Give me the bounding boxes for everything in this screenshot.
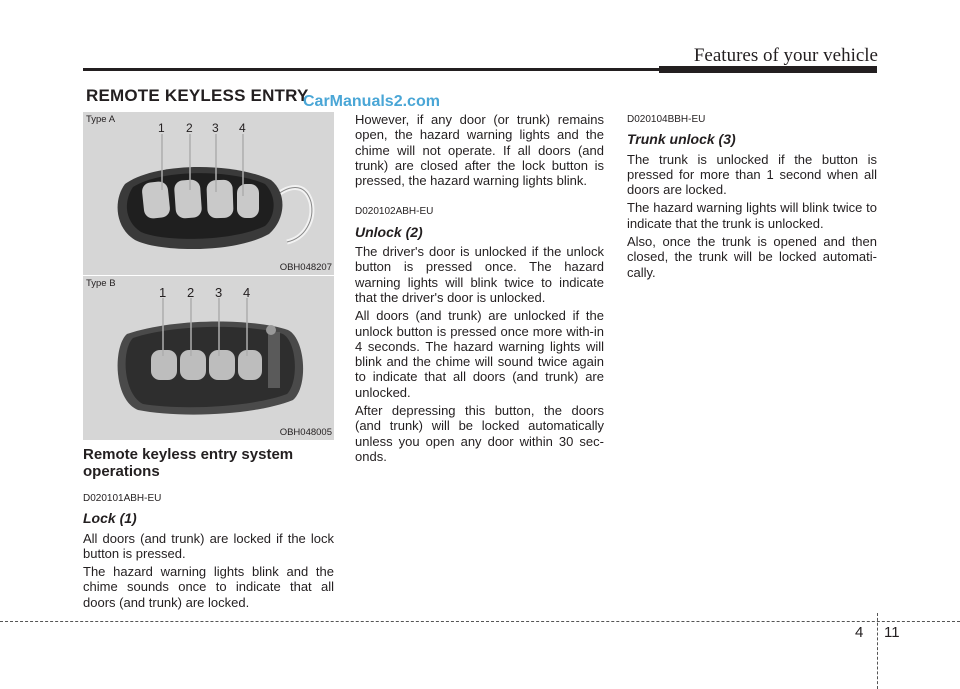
lock-title: Lock (1) (83, 510, 137, 527)
chapter-number: 4 (855, 624, 864, 641)
callout-2: 2 (187, 285, 195, 300)
unlock-title: Unlock (2) (355, 223, 423, 240)
continued-paragraph: However, if any door (or trunk) remains open, the hazard warning lights and the chime will not operate. If all doors (and trunk) are closed after the lock button is pressed, the hazard warning lights blink. (355, 112, 604, 189)
footer-rule (0, 621, 960, 622)
unlock-paragraph-2: All doors (and trunk) are unlocked if the unlock button is pressed once more with-in 4 seconds. The hazard warning lights will blink and the chime will sound twice again to indicate that all doors (and trunk) are unlocked. (355, 308, 604, 400)
callout-1: 1 (159, 285, 167, 300)
running-header: Features of your vehicle (693, 45, 878, 66)
unlock-paragraph-1: The driver's door is unlocked if the unlock button is pressed once. The hazard warning lights will blink twice to indicate that the driver's door is unlocked. (355, 244, 604, 305)
key-fob-type-b-illustration (83, 276, 334, 440)
column-3 (627, 112, 877, 283)
type-b-label: Type B (86, 278, 116, 289)
lock-code: D020101ABH-EU (83, 493, 162, 504)
key-fob-type-a-figure (83, 112, 334, 275)
key-fob-type-b-figure (83, 276, 334, 440)
callout-2: 2 (186, 121, 193, 135)
section-title: REMOTE KEYLESS ENTRY (86, 86, 309, 105)
figure-b-code: OBH048005 (279, 427, 332, 438)
subheading: Remote keyless entry system operations (83, 446, 294, 480)
trunk-paragraph-2: The hazard warning lights will blink twice to indicate that the trunk is unlocked. (627, 200, 877, 231)
type-a-label: Type A (86, 114, 116, 125)
unlock-code: D020102ABH-EU (355, 206, 434, 218)
lock-paragraph-1: All doors (and trunk) are locked if the lock button is pressed. (83, 530, 334, 561)
key-fob-type-a-illustration (83, 112, 334, 275)
footer-divider (877, 613, 878, 689)
figure-a-code: OBH048207 (279, 262, 332, 273)
callout-1: 1 (158, 121, 165, 135)
column-1 (83, 446, 334, 613)
lock-paragraph-2: The hazard warning lights blink and the chime sounds once to indicate that all doors (and trunk) are locked. (83, 564, 334, 610)
callout-3: 3 (215, 285, 223, 300)
unlock-paragraph-3: After depressing this button, the doors (and trunk) will be locked automatically unless you open any door within 30 sec-onds. (355, 403, 604, 464)
trunk-code: D020104BBH-EU (627, 114, 706, 125)
header-rule (83, 68, 659, 71)
watermark: CarManuals2.com (303, 93, 440, 110)
page-number: 11 (884, 624, 900, 641)
trunk-paragraph-3: Also, once the trunk is opened and then closed, the trunk will be locked automati-cally. (627, 234, 877, 280)
callout-4: 4 (243, 285, 251, 300)
trunk-title: Trunk unlock (3) (627, 131, 736, 148)
callout-3: 3 (212, 121, 219, 135)
column-2 (355, 112, 604, 467)
header-band (659, 66, 877, 73)
callout-4: 4 (239, 121, 246, 135)
trunk-paragraph-1: The trunk is unlocked if the button is pressed for more than 1 second when all doors are locked. (627, 151, 877, 198)
